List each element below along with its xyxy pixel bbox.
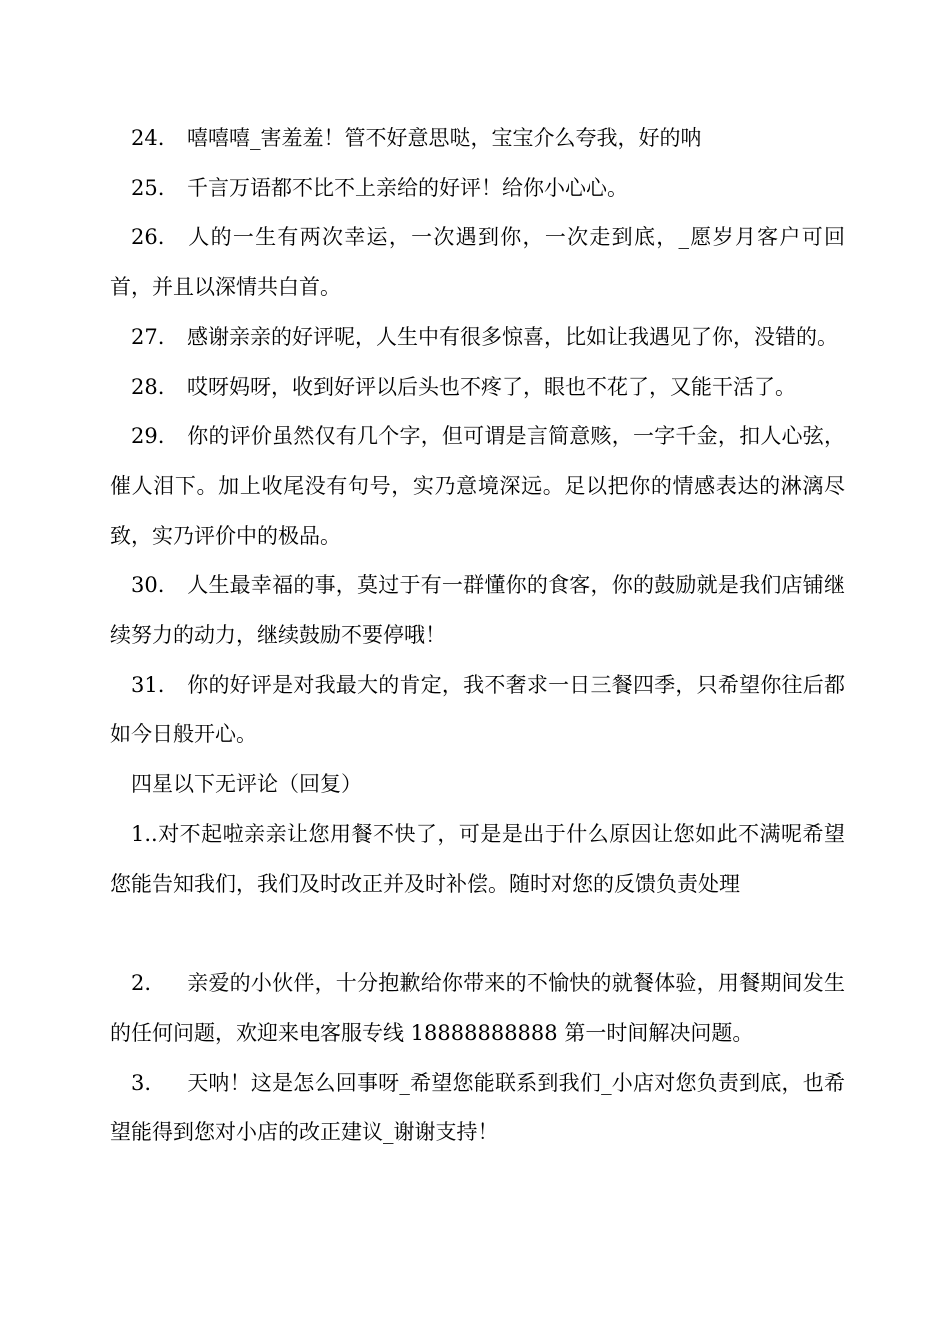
item-text: 感谢亲亲的好评呢，人生中有很多惊喜，比如让我遇见了你，没错的。	[187, 324, 838, 349]
item-text: 亲爱的小伙伴，十分抱歉给你带来的不愉快的就餐体验，用餐期间发生的任何问题，欢迎来电客服专线 18888888888 第一时间解决问题。	[110, 971, 845, 1045]
item-number: 26.	[131, 225, 165, 250]
item-number: 2.	[131, 971, 152, 996]
item-text: 天呐！这是怎么回事呀_希望您能联系到我们_小店对您负责到底，也希望能得到您对小店的改正建议_谢谢支持！	[110, 1070, 845, 1145]
list-item	[110, 561, 845, 660]
item-text: 你的好评是对我最大的肯定，我不奢求一日三餐四季，只希望你往后都如今日般开心。	[110, 672, 845, 747]
item-text: 人生最幸福的事，莫过于有一群懂你的食客，你的鼓励就是我们店铺继续努力的动力，继续鼓励不要停哦！	[110, 573, 845, 648]
section-heading: 四星以下无评论（回复）	[131, 772, 362, 797]
item-number: 3.	[131, 1070, 152, 1095]
item-text: 你的评价虽然仅有几个字，但可谓是言简意赅，一字千金，扣人心弦，催人泪下。加上收尾没有句号，实乃意境深远。足以把你的情感表达的淋漓尽致，实乃评价中的极品。	[110, 424, 845, 548]
list-item	[110, 412, 845, 561]
item-number: 31.	[131, 672, 165, 697]
blank-line	[110, 909, 845, 959]
item-text: 嘻嘻嘻_害羞羞！管不好意思哒，宝宝介么夸我，好的呐	[187, 126, 702, 150]
list-item	[110, 213, 845, 312]
item-number: 25.	[131, 175, 165, 200]
document-page	[110, 114, 845, 1158]
list-item	[110, 313, 845, 363]
list-item	[110, 959, 845, 1058]
item-number: 24.	[131, 126, 165, 150]
item-number: 28.	[131, 374, 165, 399]
list-item	[110, 1059, 845, 1158]
list-item	[110, 363, 845, 413]
item-number: 29.	[131, 424, 165, 449]
list-item: 1..对不起啦亲亲让您用餐不快了，可是是出于什么原因让您如此不满呢希望您能告知我们，我们及时改正并及时补偿。随时对您的反馈负责处理	[110, 821, 845, 896]
list-item	[110, 164, 845, 214]
item-number: 27.	[131, 324, 165, 349]
list-item	[110, 661, 845, 760]
item-text: 哎呀妈呀，收到好评以后头也不疼了，眼也不花了，又能干活了。	[187, 374, 796, 399]
item-text: 千言万语都不比不上亲给的好评！给你小心心。	[187, 175, 628, 200]
item-number: 30.	[131, 573, 165, 598]
item-text: 人的一生有两次幸运，一次遇到你，一次走到底，_愿岁月客户可回首，并且以深情共白首。	[110, 225, 845, 300]
list-item	[110, 114, 845, 164]
